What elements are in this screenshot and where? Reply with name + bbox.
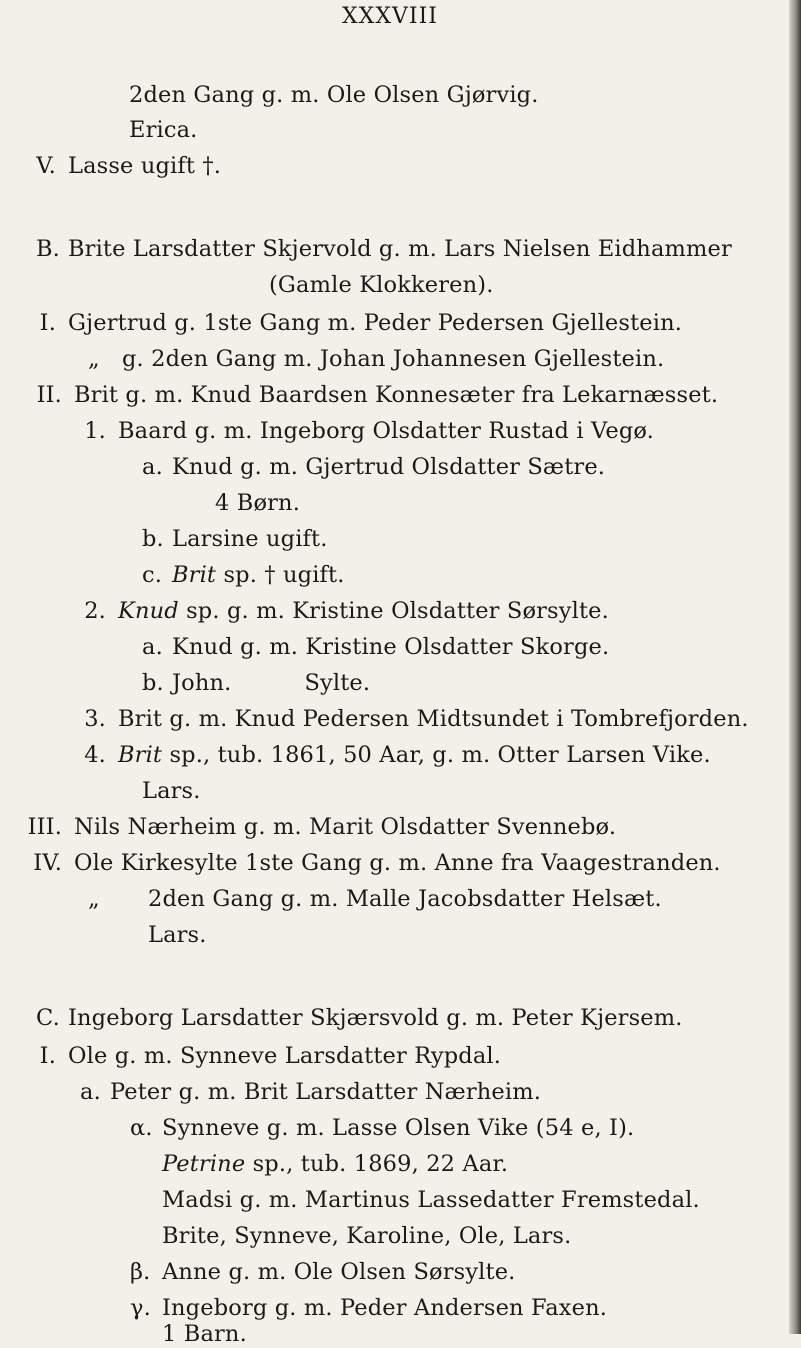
- text-line: Lars.: [142, 778, 201, 804]
- page-edge-shadow: [789, 0, 801, 1334]
- text-line: Brite, Synneve, Karoline, Ole, Lars.: [162, 1223, 572, 1249]
- text-line: b. John. Sylte.: [142, 670, 371, 696]
- line-label: γ.: [130, 1295, 151, 1321]
- text-line: 2den Gang g. m. Ole Olsen Gjørvig.: [129, 82, 539, 108]
- line-label: V.: [36, 153, 56, 179]
- line-label: I.: [39, 310, 56, 336]
- line-label: α.: [130, 1115, 153, 1141]
- text-line: β. Anne g. m. Ole Olsen Sørsylte.: [130, 1259, 516, 1285]
- text-line: a. Peter g. m. Brit Larsdatter Nærheim.: [80, 1079, 541, 1105]
- text-line: IV. Ole Kirkesylte 1ste Gang g. m. Anne fra Vaagestranden.: [18, 849, 721, 877]
- line-label: b.: [142, 670, 164, 696]
- italic-name: Brit: [118, 742, 163, 768]
- text-line: c. Brit sp. † ugift.: [142, 562, 345, 588]
- line-label: 1.: [84, 418, 106, 444]
- text-line: I. Gjertrud g. 1ste Gang m. Peder Pedersen Gjellestein.: [36, 309, 682, 337]
- text-line: 1. Baard g. m. Ingeborg Olsdatter Rustad i Vegø.: [80, 417, 654, 445]
- ditto-mark: „: [88, 886, 100, 912]
- line-label: 4.: [84, 742, 106, 768]
- text-line: a. Knud g. m. Kristine Olsdatter Skorge.: [142, 634, 610, 660]
- text-line: b. Larsine ugift.: [142, 526, 328, 552]
- line-label: a.: [142, 454, 163, 480]
- text-line: I. Ole g. m. Synneve Larsdatter Rypdal.: [36, 1042, 501, 1070]
- text-line: γ. Ingeborg g. m. Peder Andersen Faxen.: [130, 1295, 608, 1321]
- line-label: a.: [142, 634, 163, 660]
- line-label: 3.: [84, 706, 106, 732]
- text-line: „ g. 2den Gang m. Johan Johannesen Gjellestein.: [88, 346, 665, 372]
- line-label: 2.: [84, 598, 106, 624]
- text-line: 4. Brit sp., tub. 1861, 50 Aar, g. m. Otter Larsen Vike.: [80, 741, 711, 769]
- ditto-mark: „: [88, 346, 100, 372]
- text-line: Erica.: [129, 117, 198, 143]
- text-line: „ 2den Gang g. m. Malle Jacobsdatter Helsæt.: [88, 886, 662, 912]
- italic-name: Knud: [118, 598, 179, 624]
- italic-name: Petrine: [162, 1151, 246, 1177]
- line-label: c.: [142, 562, 163, 588]
- italic-name: Brit: [172, 562, 217, 588]
- text-line: (Gamle Klokkeren).: [269, 272, 494, 298]
- text-line: 3. Brit g. m. Knud Pedersen Midtsundet i Tombrefjorden.: [80, 705, 749, 733]
- text-line: 1 Barn.: [162, 1321, 247, 1347]
- text-line: a. Knud g. m. Gjertrud Olsdatter Sætre.: [142, 454, 606, 480]
- text-line: Madsi g. m. Martinus Lassedatter Fremstedal.: [162, 1187, 700, 1213]
- text-line: 4 Børn.: [215, 490, 300, 516]
- line-label: b.: [142, 526, 164, 552]
- text-line: Lars.: [148, 922, 207, 948]
- text-line: C. Ingeborg Larsdatter Skjærsvold g. m. Peter Kjersem.: [36, 1005, 683, 1031]
- line-label: I.: [39, 1043, 56, 1069]
- line-label: C.: [36, 1005, 60, 1031]
- text-line: α. Synneve g. m. Lasse Olsen Vike (54 e, I).: [130, 1115, 635, 1141]
- text-line: II. Brit g. m. Knud Baardsen Konnesæter fra Lekarnæsset.: [30, 381, 718, 409]
- page-number: XXXVIII: [342, 4, 438, 29]
- line-label: III.: [27, 814, 62, 840]
- line-label: β.: [130, 1259, 151, 1285]
- line-label: B.: [36, 236, 60, 262]
- text-line: 2. Knud sp. g. m. Kristine Olsdatter Sørsylte.: [80, 597, 609, 625]
- line-label: a.: [80, 1079, 101, 1105]
- text-line: III. Nils Nærheim g. m. Marit Olsdatter Svennebø.: [18, 813, 616, 841]
- line-label: II.: [36, 382, 62, 408]
- text-line: V. Lasse ugift †.: [36, 153, 222, 179]
- text-line: Petrine sp., tub. 1869, 22 Aar.: [162, 1151, 509, 1177]
- line-label: IV.: [33, 850, 62, 876]
- text-line: B. Brite Larsdatter Skjervold g. m. Lars Nielsen Eidhammer: [36, 236, 732, 262]
